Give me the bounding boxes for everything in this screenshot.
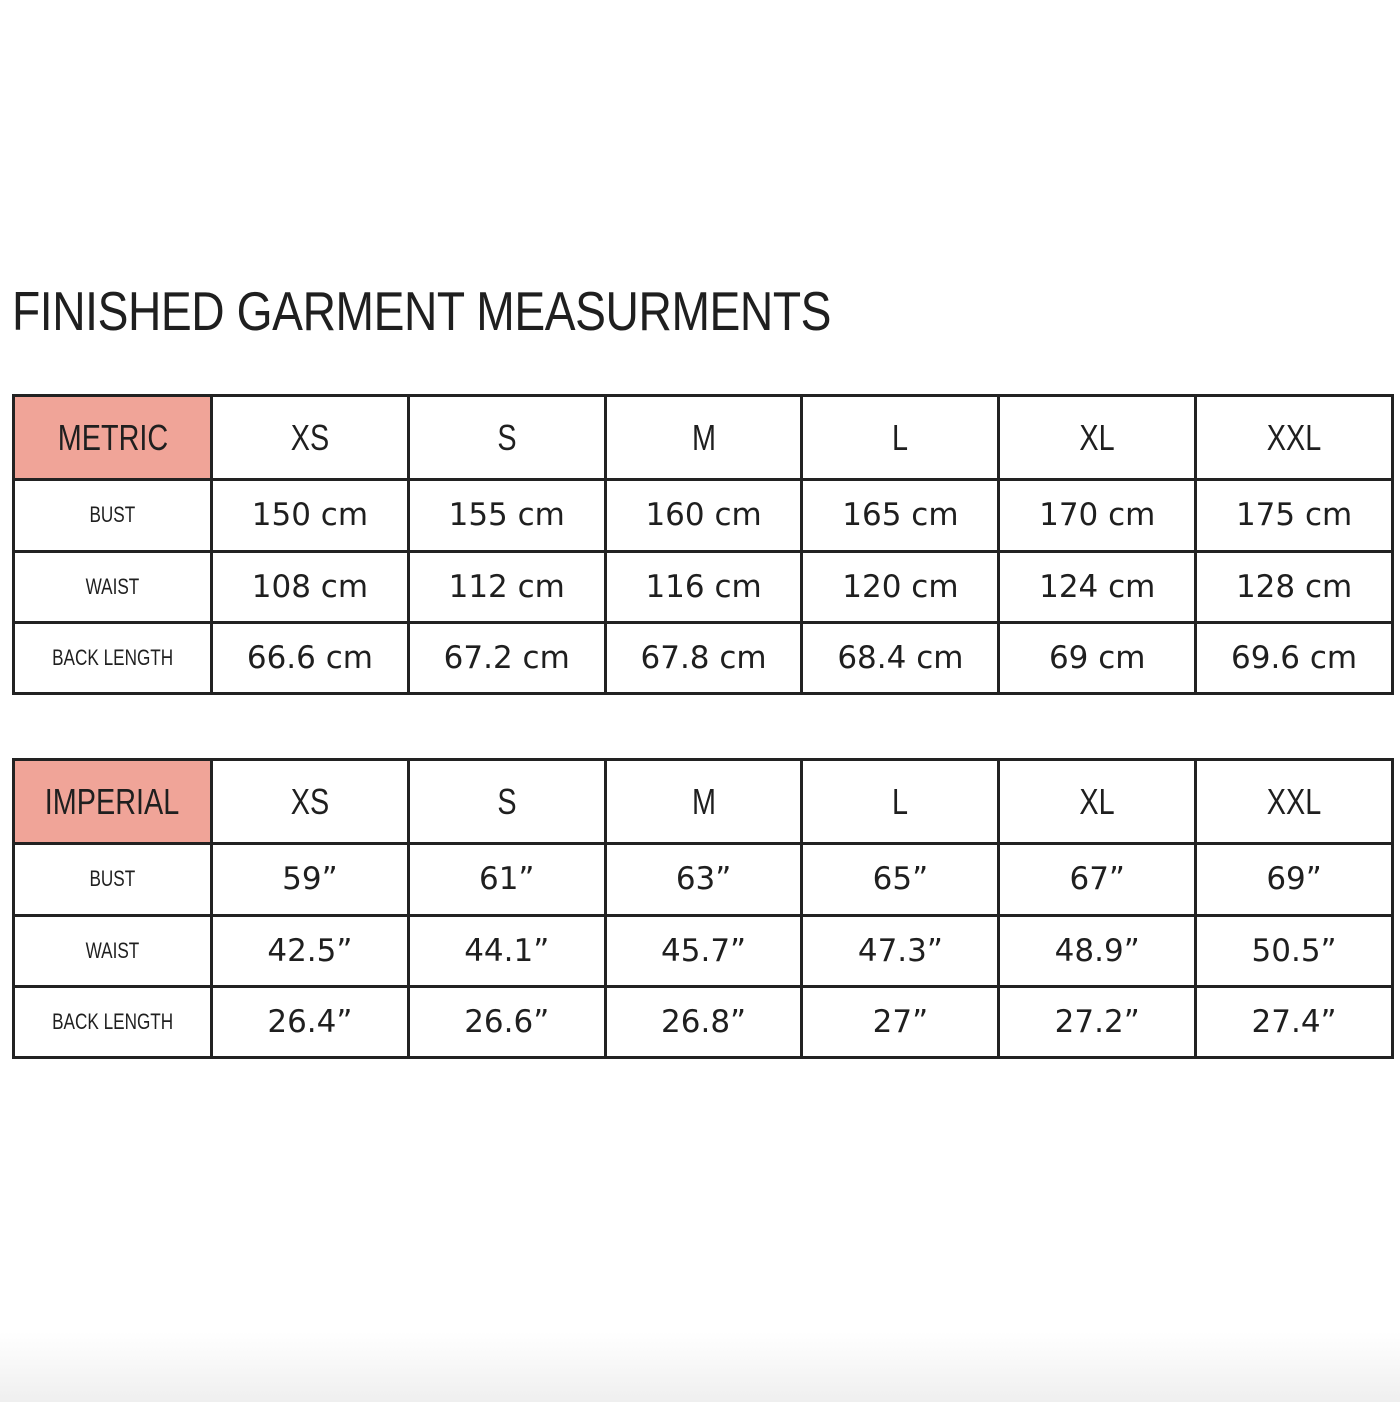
imperial-size-l: L — [802, 760, 999, 844]
imperial-size-xl: XL — [999, 760, 1196, 844]
page-title: FINISHED GARMENT MEASURMENTS — [12, 280, 832, 342]
imperial-size-table — [12, 758, 1394, 1059]
metric-value-cell: 108 cm — [212, 551, 409, 622]
imperial-waist-row — [14, 915, 1393, 986]
imperial-value-cell: 67” — [999, 844, 1196, 915]
metric-value-cell: 66.6 cm — [212, 622, 409, 693]
metric-row-label: BACK LENGTH — [14, 622, 212, 693]
imperial-value-cell: 50.5” — [1196, 915, 1393, 986]
imperial-header-row — [14, 760, 1393, 844]
imperial-value-cell: 63” — [605, 844, 802, 915]
imperial-value-cell: 26.6” — [408, 986, 605, 1057]
metric-value-cell: 128 cm — [1196, 551, 1393, 622]
imperial-size-xxl: XXL — [1196, 760, 1393, 844]
metric-size-l: L — [802, 396, 999, 480]
imperial-unit-label-cell — [14, 760, 212, 844]
imperial-value-cell: 45.7” — [605, 915, 802, 986]
metric-value-cell: 67.2 cm — [408, 622, 605, 693]
bottom-fade — [0, 1332, 1400, 1402]
imperial-back-length-row — [14, 986, 1393, 1057]
imperial-value-cell: 65” — [802, 844, 999, 915]
metric-row-label: WAIST — [14, 551, 212, 622]
imperial-value-cell: 42.5” — [212, 915, 409, 986]
metric-value-cell: 112 cm — [408, 551, 605, 622]
imperial-size-s: S — [408, 760, 605, 844]
metric-value-cell: 170 cm — [999, 480, 1196, 551]
metric-value-cell: 116 cm — [605, 551, 802, 622]
metric-size-m: M — [605, 396, 802, 480]
metric-value-cell: 124 cm — [999, 551, 1196, 622]
metric-value-cell: 175 cm — [1196, 480, 1393, 551]
imperial-value-cell: 69” — [1196, 844, 1393, 915]
imperial-unit-label: IMPERIAL — [45, 780, 180, 822]
metric-bust-row — [14, 480, 1393, 551]
metric-value-cell: 160 cm — [605, 480, 802, 551]
metric-unit-label-cell — [14, 396, 212, 480]
metric-value-cell: 155 cm — [408, 480, 605, 551]
imperial-value-cell: 48.9” — [999, 915, 1196, 986]
metric-size-s: S — [408, 396, 605, 480]
imperial-value-cell: 59” — [212, 844, 409, 915]
metric-header-row — [14, 396, 1393, 480]
metric-back-length-row — [14, 622, 1393, 693]
imperial-value-cell: 47.3” — [802, 915, 999, 986]
metric-size-xl: XL — [999, 396, 1196, 480]
imperial-size-xs: XS — [212, 760, 409, 844]
metric-value-cell: 120 cm — [802, 551, 999, 622]
imperial-value-cell: 26.4” — [212, 986, 409, 1057]
imperial-value-cell: 26.8” — [605, 986, 802, 1057]
metric-value-cell: 69 cm — [999, 622, 1196, 693]
metric-waist-row — [14, 551, 1393, 622]
imperial-value-cell: 27.4” — [1196, 986, 1393, 1057]
imperial-row-label: BACK LENGTH — [14, 986, 212, 1057]
imperial-size-m: M — [605, 760, 802, 844]
metric-unit-label: METRIC — [57, 416, 168, 458]
metric-value-cell: 165 cm — [802, 480, 999, 551]
metric-value-cell: 67.8 cm — [605, 622, 802, 693]
imperial-value-cell: 61” — [408, 844, 605, 915]
metric-size-table — [12, 394, 1394, 695]
imperial-value-cell: 44.1” — [408, 915, 605, 986]
metric-value-cell: 69.6 cm — [1196, 622, 1393, 693]
imperial-row-label: WAIST — [14, 915, 212, 986]
metric-value-cell: 150 cm — [212, 480, 409, 551]
metric-value-cell: 68.4 cm — [802, 622, 999, 693]
metric-size-xxl: XXL — [1196, 396, 1393, 480]
metric-size-xs: XS — [212, 396, 409, 480]
imperial-value-cell: 27” — [802, 986, 999, 1057]
metric-row-label: BUST — [14, 480, 212, 551]
imperial-row-label: BUST — [14, 844, 212, 915]
imperial-value-cell: 27.2” — [999, 986, 1196, 1057]
imperial-bust-row — [14, 844, 1393, 915]
